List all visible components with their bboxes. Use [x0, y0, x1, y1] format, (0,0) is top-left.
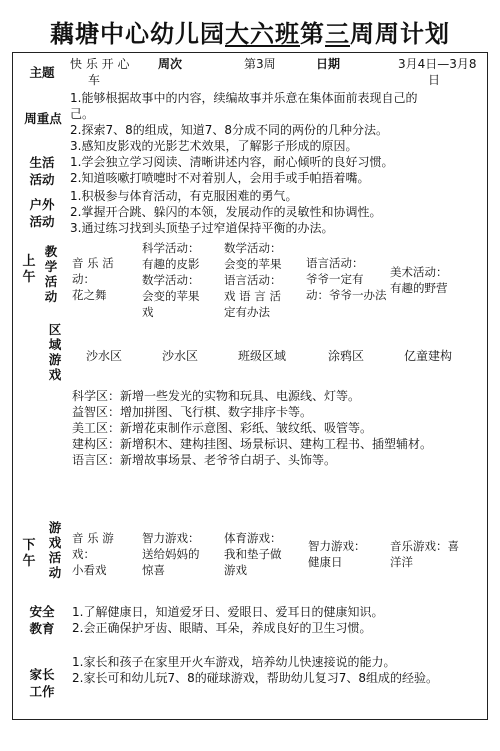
- date-value-line1: 3月4日—3月8: [398, 57, 477, 71]
- outdoor-line: 2.掌握开合跳、躲闪的本领，发展动作的灵敏性和协调性。: [70, 205, 382, 219]
- teach-cell-line: 定有办法: [224, 305, 270, 319]
- game-cell-line: 送给妈妈的: [142, 547, 200, 561]
- teach-cell-line: 花之舞: [72, 288, 107, 302]
- teach-label-char: 活: [44, 274, 58, 289]
- teach-cell-art: [390, 264, 480, 296]
- outdoor-line: 1.积极参与体育活动，有克服困难的勇气。: [70, 189, 298, 203]
- area-detail-line: 语言区：新增故事场景、老爷爷白胡子、头饰等。: [72, 453, 337, 467]
- theme-value-line2: 车: [88, 73, 101, 87]
- game-cell-line: 智力游戏：: [308, 539, 366, 553]
- teach-cell-line: 科学活动：: [142, 241, 200, 255]
- week-label: 周次: [158, 57, 183, 71]
- area-label-char: 域: [48, 337, 62, 352]
- teach-cell-music: [72, 255, 136, 303]
- area-label-char: 区: [48, 322, 62, 337]
- title-class: 大六班: [225, 20, 300, 48]
- outdoor-label-line2: 活动: [29, 214, 55, 229]
- game-label-char: 戏: [48, 535, 62, 550]
- game-cell-line: 音 乐 游: [72, 531, 114, 545]
- focus-label: 周重点: [24, 111, 62, 126]
- teach-label-char: 教: [44, 244, 58, 259]
- family-label-line1: 家长: [29, 667, 55, 682]
- game-cell-line: 智力游戏：: [142, 531, 200, 545]
- teach-cell-line: 数学活动：: [224, 241, 282, 255]
- area-detail-line: 益智区：增加拼图、飞行棋、数字排序卡等。: [72, 405, 313, 419]
- game-cell-music-2: [390, 538, 480, 570]
- week-value: 第3周: [244, 57, 276, 71]
- game-cell-intellect-health: [308, 538, 388, 570]
- family-line: 1.家长和孩子在家里开火车游戏，培养幼儿快速接说的能力。: [72, 655, 396, 669]
- morning-label-line1: 上: [22, 254, 36, 269]
- teach-cell-line: 戏: [142, 305, 154, 319]
- area-detail-line: 美工区：新增花束制作示意图、彩纸、皱纹纸、吸管等。: [72, 421, 373, 435]
- life-label-line2: 活动: [29, 172, 55, 187]
- teach-cell-line: 语言活动：: [306, 256, 364, 270]
- game-cell-line: 小看戏: [72, 563, 107, 577]
- outdoor-label-line1: 户外: [29, 197, 55, 212]
- afternoon-label-line2: 午: [22, 554, 36, 569]
- life-line: 2.知道咳嗽打喷嚏时不对着别人，会用手或手帕捂着嘴。: [70, 171, 370, 185]
- afternoon-label-line1: 下: [22, 538, 36, 553]
- safety-line: 2.会正确保护牙齿、眼睛、耳朵，养成良好的卫生习惯。: [72, 621, 372, 635]
- teach-cell-math: [224, 240, 304, 320]
- family-line: 2.家长可和幼儿玩7、8的碰球游戏，帮助幼儿复习7、8组成的经验。: [72, 671, 438, 685]
- game-cell-line: 惊喜: [142, 563, 165, 577]
- morning-label-line2: 午: [22, 270, 36, 285]
- area-item: 班级区域: [238, 349, 287, 363]
- teach-cell-line: 美术活动：: [390, 265, 448, 279]
- title-school: 藕塘中心幼儿园: [50, 20, 225, 48]
- safety-label-line2: 教育: [29, 621, 55, 636]
- teach-label: [44, 244, 58, 304]
- teach-label-char: 动: [44, 289, 58, 304]
- area-item: 亿童建构: [404, 349, 453, 363]
- area-item: 涂鸦区: [328, 349, 365, 363]
- safety-content: [72, 604, 486, 636]
- theme-value: [70, 56, 150, 88]
- teach-cell-line: 音 乐 活: [72, 256, 114, 270]
- teach-cell-line: 语言活动：: [224, 273, 282, 287]
- title-di: 第: [300, 20, 325, 48]
- teach-cell-line: 会变的苹果: [224, 257, 282, 271]
- area-detail-line: 建构区：新增积木、建构挂图、场景标识、建构工程书、插塑辅材。: [72, 437, 433, 451]
- game-cell-line: 音乐游戏：喜: [390, 539, 459, 553]
- teach-cell-line: 会变的苹果: [142, 289, 200, 303]
- area-detail-line: 科学区：新增一些发光的实物和玩具、电源线、灯等。: [72, 389, 361, 403]
- family-content: [72, 654, 486, 686]
- game-cell-sports: [224, 530, 308, 578]
- morning-label: [22, 254, 36, 286]
- game-cell-line: 体育游戏：: [224, 531, 282, 545]
- afternoon-label: [22, 538, 36, 570]
- area-label: [48, 322, 62, 382]
- life-label: [22, 154, 62, 188]
- family-label-line2: 工作: [29, 684, 55, 699]
- focus-line: 2.探索7、8的组成，知道7、8分成不同的两份的几种分法。: [70, 123, 388, 137]
- teach-cell-line: 数学活动：: [142, 273, 200, 287]
- teach-label-char: 学: [44, 259, 58, 274]
- game-label-char: 游: [48, 520, 62, 535]
- area-details: [72, 388, 486, 468]
- family-label: [22, 666, 62, 700]
- safety-label: [22, 603, 62, 637]
- focus-content: [70, 90, 486, 154]
- teach-cell-line: 有趣的皮影: [142, 257, 200, 271]
- teach-cell-line: 有趣的野营: [390, 281, 448, 295]
- date-value-line2: 日: [428, 73, 441, 87]
- area-item: 沙水区: [86, 349, 123, 363]
- outdoor-content: [70, 188, 486, 236]
- game-cell-line: 洋洋: [390, 555, 413, 569]
- game-cell-line: 我和垫子做: [224, 547, 282, 561]
- page-title: [0, 14, 500, 49]
- game-label-char: 动: [48, 565, 62, 580]
- teach-cell-language: [306, 255, 386, 303]
- focus-line: 己。: [70, 107, 95, 121]
- area-label-char: 戏: [48, 367, 62, 382]
- focus-line: 1.能够根据故事中的内容，续编故事并乐意在集体面前表现自己的: [70, 91, 418, 105]
- teach-cell-line: 动：: [72, 272, 95, 286]
- theme-label: 主题: [29, 65, 55, 80]
- game-cell-music: [72, 530, 138, 578]
- life-content: [70, 154, 486, 186]
- life-line: 1.学会独立学习阅读、清晰讲述内容，耐心倾听的良好习惯。: [70, 155, 394, 169]
- theme-value-line1: 快 乐 开 心: [70, 57, 130, 71]
- game-cell-line: 戏：: [72, 547, 95, 561]
- life-label-line1: 生活: [29, 155, 55, 170]
- area-label-char: 游: [48, 352, 62, 367]
- game-cell-line: 游戏: [224, 563, 247, 577]
- title-suffix: 周周计划: [350, 20, 450, 48]
- teach-cell-science: [142, 240, 222, 320]
- date-label: 日期: [316, 57, 341, 71]
- game-label-char: 活: [48, 550, 62, 565]
- safety-label-line1: 安全: [29, 604, 55, 619]
- game-cell-line: 健康日: [308, 555, 343, 569]
- game-label: [48, 520, 62, 580]
- focus-line: 3.感知皮影戏的光影艺术效果，了解影子形成的原因。: [70, 139, 358, 153]
- outdoor-label: [22, 196, 62, 230]
- teach-cell-line: 爷爷一定有: [306, 272, 364, 286]
- safety-line: 1.了解健康日，知道爱牙日、爱眼日、爱耳日的健康知识。: [72, 605, 384, 619]
- game-cell-intellect: [142, 530, 222, 578]
- teach-cell-line: 戏 语 言 活: [224, 289, 281, 303]
- teach-cell-line: 动：爷爷一办法: [306, 288, 387, 302]
- title-week-number: 三: [325, 20, 350, 48]
- date-value: [398, 56, 488, 88]
- area-item: 沙水区: [162, 349, 199, 363]
- outdoor-line: 3.通过练习找到头顶垫子过窄道保持平衡的办法。: [70, 221, 334, 235]
